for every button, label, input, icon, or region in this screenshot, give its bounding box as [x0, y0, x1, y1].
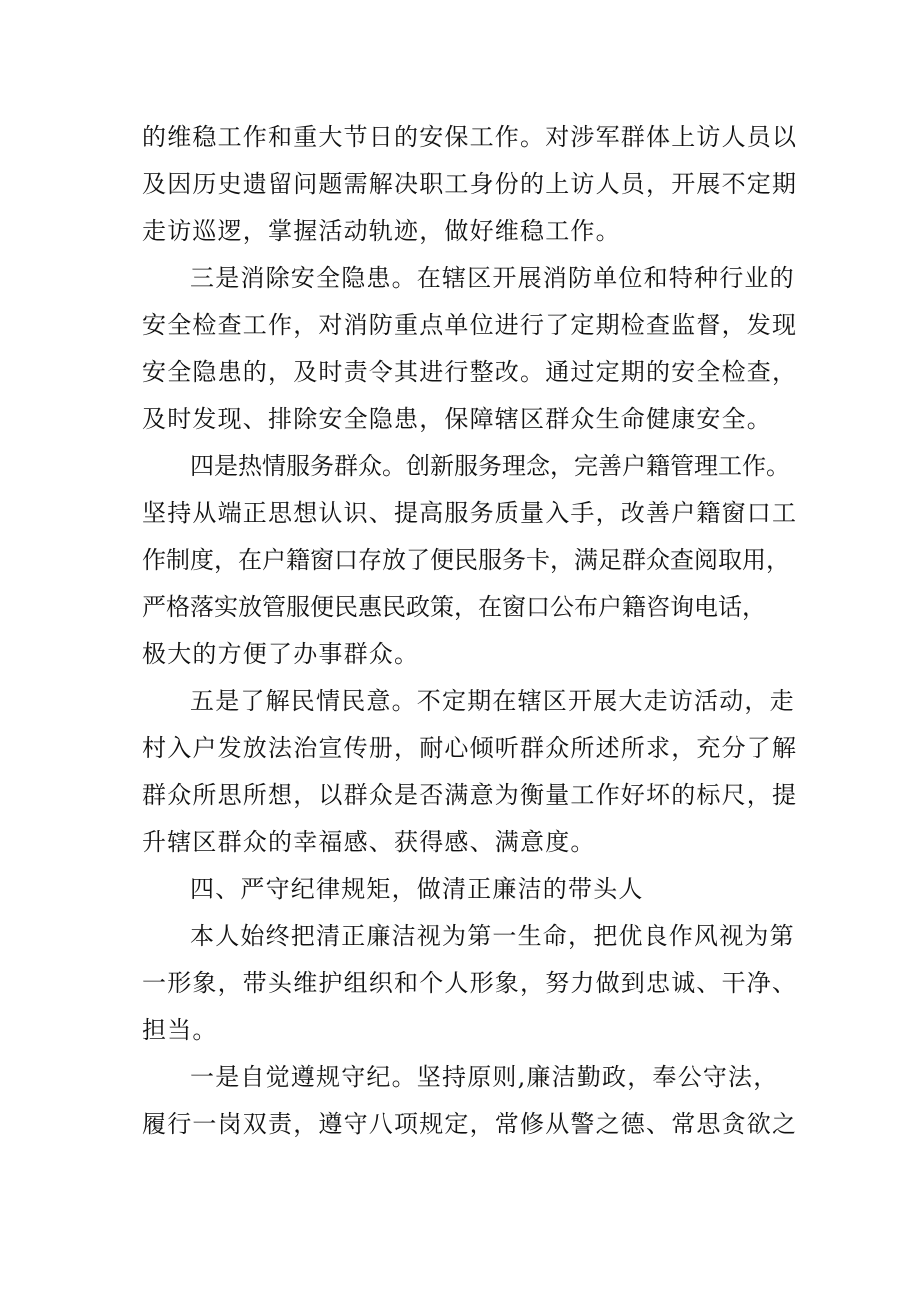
text-line: 极大的方便了办事群众。	[142, 640, 420, 668]
text-line: 担当。	[142, 1016, 218, 1044]
text-line: 坚持从端正思想认识、提高服务质量入手，改善户籍窗口工	[142, 499, 798, 527]
document-body	[142, 114, 798, 1148]
section-heading: 四、严守纪律规矩，做清正廉洁的带头人	[190, 875, 644, 903]
text-line: 走访巡逻，掌握活动轨迹，做好维稳工作。	[142, 217, 621, 245]
text-line: 及因历史遗留问题需解决职工身份的上访人员，开展不定期	[142, 170, 798, 198]
text-line: 严格落实放管服便民惠民政策，在窗口公布户籍咨询电话，	[142, 593, 766, 621]
paragraph-start-line: 四是热情服务群众。创新服务理念，完善户籍管理工作。	[190, 452, 790, 480]
paragraph-start-line: 三是消除安全隐患。在辖区开展消防单位和特种行业的	[190, 264, 795, 292]
paragraph-start-line: 本人始终把清正廉洁视为第一生命，把优良作风视为第	[190, 922, 795, 950]
text-line: 履行一岗双责，遵守八项规定，常修从警之德、常思贪欲之	[142, 1110, 798, 1138]
text-line: 安全隐患的，及时责令其进行整改。通过定期的安全检查，	[142, 358, 798, 386]
text-line: 村入户发放法治宣传册，耐心倾听群众所述所求，充分了解	[142, 734, 798, 762]
text-line: 作制度，在户籍窗口存放了便民服务卡，满足群众查阅取用，	[142, 546, 790, 574]
text-line: 群众所思所想，以群众是否满意为衡量工作好坏的标尺，提	[142, 781, 798, 809]
paragraph-start-line: 一是自觉遵规守纪。坚持原则,廉洁勤政，奉公守法，	[190, 1063, 779, 1091]
text-line: 一形象，带头维护组织和个人形象，努力做到忠诚、干净、	[142, 969, 798, 997]
text-line: 升辖区群众的幸福感、获得感、满意度。	[142, 828, 596, 856]
text-line: 及时发现、排除安全隐患，保障辖区群众生命健康安全。	[142, 405, 772, 433]
text-line: 安全检查工作，对消防重点单位进行了定期检查监督，发现	[142, 311, 798, 339]
paragraph-start-line: 五是了解民情民意。不定期在辖区开展大走访活动，走	[190, 687, 795, 715]
text-line: 的维稳工作和重大节日的安保工作。对涉军群体上访人员以	[142, 123, 798, 151]
